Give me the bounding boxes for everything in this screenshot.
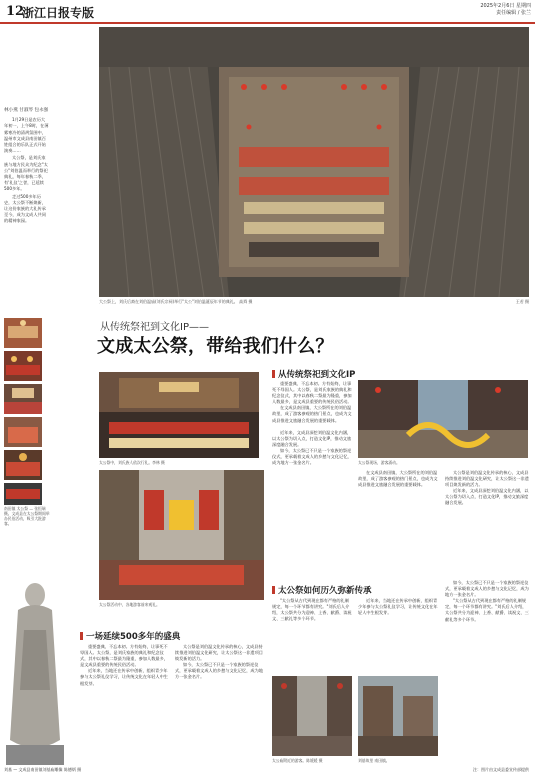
subhead-3-text: 一场延续500多年的盛典 — [86, 632, 181, 642]
left-paragraph: 走过500多年历史，太公祭不断焕新，让这份家族的大礼传承至今，成为文成人共同的精神家园。 — [4, 193, 46, 224]
caption-4: 太公庙附近的游客。陈媛媛 摄 — [272, 758, 323, 763]
date-text: 2025年2月6日 星期四 — [480, 3, 531, 9]
text-block-2 — [272, 430, 352, 467]
paragraph: 在文成县南田镇，大公祭所在的刘伯温故里，成了游客参观的热门景点，也成为文成县推进文旅融合发展的重要载体。 — [358, 470, 438, 488]
subhead-2 — [272, 584, 372, 596]
text-block-8 — [80, 644, 170, 687]
hero-caption — [99, 299, 529, 305]
page-number: 12 — [6, 4, 25, 19]
article-photo-tourists — [272, 676, 352, 756]
subhead-bar — [272, 586, 275, 594]
left-column — [4, 108, 49, 226]
article-photo-street — [358, 380, 528, 458]
article-photo-procession — [99, 470, 264, 600]
hero-credit: 王若 摄 — [515, 299, 529, 304]
sidebar-photo-5 — [4, 450, 42, 480]
paragraph: 近年来，当地还在传承中创新，组织青少年参与太公祭礼仪学习，让传统文化在年轻人中生根发芽。 — [80, 668, 168, 686]
sidebar-photo-2 — [4, 351, 42, 381]
masthead — [0, 0, 535, 24]
subhead-1 — [272, 368, 355, 380]
text-block-4 — [445, 470, 529, 507]
sidebar-photo-3 — [4, 384, 42, 414]
left-paragraph: 1月29日是农历大年初一，上午8时，在薄雾寒冷的清冽氛围中，温州市文成县南田镇百姓组合的乐队正式开始演奏…… — [4, 117, 49, 154]
hero-photo-illustration — [99, 27, 529, 297]
text-block-6 — [358, 598, 438, 616]
hero-photo — [99, 27, 529, 297]
paragraph: 在文成县南田镇，大公祭所在的刘伯温故里，成了游客参观的热门景点，也成为文成县推进文旅融合发展的重要载体。 — [272, 405, 352, 423]
subhead-bar — [272, 370, 275, 378]
paragraph: 重要盛典、不忘本初。方有始终，让事死不辱国人。太公祭，是刘氏家族的典礼和纪念仪式，其中以春秋二祭最为隆重，参加人数最多，是文成县重要的传统民俗活动。 — [272, 381, 352, 405]
text-block-1 — [272, 381, 352, 424]
sidebar-photo-6 — [4, 483, 42, 505]
paragraph: 近年来，当地还在传承中创新，组织青少年参与太公祭礼仪学习，让传统文化在年轻人中生根发芽。 — [358, 598, 438, 616]
date-line — [480, 3, 531, 17]
text-block-9 — [175, 644, 265, 681]
paragraph: 近年来，文成县深挖刘伯温文化内涵，以太公祭为切入点，打造文化IP，推动文旅深度融合发展。 — [445, 488, 529, 506]
subhead-2-text: 太公祭如何历久弥新传承 — [278, 586, 372, 596]
paragraph: 太公祭是刘伯温文化传承的核心，文成县持续推进刘伯温文化研究，让太公祭这一非遗项目焕发新的活力。 — [175, 644, 263, 662]
sidebar-photo-4 — [4, 417, 42, 447]
footer-note: 注：图片由文成县委宣传部提供 — [473, 767, 529, 772]
subhead-1-text: 从传统祭祀到文化IP — [278, 370, 356, 380]
caption-1: 太公祭中，刘氏族人依次行礼。李林 摄 — [99, 460, 165, 465]
paragraph: "太公祭从古代到现在都有严格的礼制规定，每一个环节都有讲究。"刘氏后人介绍，太公祭共分为迎神、上香、献爵、读祝文、三献礼等多个环节。 — [272, 598, 352, 622]
paper-name: 浙江日报 — [22, 6, 71, 20]
footer-caption: 刘基 — 文成县南田镇刘基庙雕像 陈德炳 摄 — [4, 767, 82, 772]
headline: 文成太公祭，带给我们什么？ — [97, 336, 334, 357]
sidebar-photo-1 — [4, 318, 42, 348]
section-name: 专版 — [70, 6, 95, 20]
left-paragraph: 太公祭，是刘氏家族与地方民众为纪念"太公"刘伯温而举行的祭祀典礼，每年春秋二季，有'礼仪'之誉，已延续500多年。 — [4, 155, 48, 192]
statue-photo — [4, 570, 66, 765]
paragraph: 近年来，文成县深挖刘伯温文化内涵，以太公祭为切入点，打造文化IP，推动文旅深度融合发展。 — [272, 430, 352, 448]
caption-5: 刘基故里 南田镇。 — [358, 758, 390, 763]
caption-3: 太公祭活动中，各地游客前来观礼。 — [99, 602, 160, 607]
subhead-bar — [80, 632, 83, 640]
hero-caption-text: 大公祭上，刘氏后裔在刘伯温庙(刘氏宗祠)举行"太公"刘伯温诞辰年节的典礼。 高舜 摄 — [99, 299, 253, 304]
paragraph: "太公祭从古代到现在都有严格的礼制规定，每一个环节都有讲究。"刘氏后人介绍，太公祭共分为迎神、上香、献爵、读祝文、三献礼等多个环节。 — [445, 598, 529, 622]
article-photo-ceremony — [99, 372, 259, 458]
paragraph: 如今，太公祭已不只是一个家族的祭祀仪式，更承载着文成人的乡愁与文化记忆，成为地方一张金名片。 — [175, 662, 263, 680]
article-photo-town — [358, 676, 438, 756]
subhead-3 — [80, 630, 180, 642]
paragraph: 如今，太公祭已不只是一个家族的祭祀仪式，更承载着文成人的乡愁与文化记忆，成为地方一张金名片。 — [272, 448, 352, 466]
kicker: 从传统祭祀到文化IP—— — [100, 322, 209, 333]
paragraph: 重要盛典、不忘本初。方有始终，让事死不辱国人。太公祭，是刘氏家族的典礼和纪念仪式，其中以春秋二祭最为隆重，参加人数最多，是文成县重要的传统民俗活动。 — [80, 644, 168, 668]
text-block-5 — [272, 598, 352, 622]
editor-text: 责任编辑 / 张兰 — [496, 10, 531, 16]
sidebar-caption: 南田镇 太公祭 — 张恒瑞摄。文成县在太公祭期间举办民俗活动，吸引大批游客。 — [4, 506, 50, 526]
text-block-3 — [358, 470, 438, 488]
paragraph: 如今，太公祭已不只是一个家族的祭祀仪式，更承载着文成人的乡愁与文化记忆，成为地方一张金名片。 — [445, 580, 529, 598]
caption-2: 太公祭现场，游客涌动。 — [358, 460, 400, 465]
byline: 林小燕 甘淑琴 包永强 — [4, 108, 49, 113]
paragraph: 太公祭是刘伯温文化传承的核心，文成县持续推进刘伯温文化研究，让太公祭这一非遗项目焕发新的活力。 — [445, 470, 529, 488]
text-block-7 — [445, 580, 529, 623]
